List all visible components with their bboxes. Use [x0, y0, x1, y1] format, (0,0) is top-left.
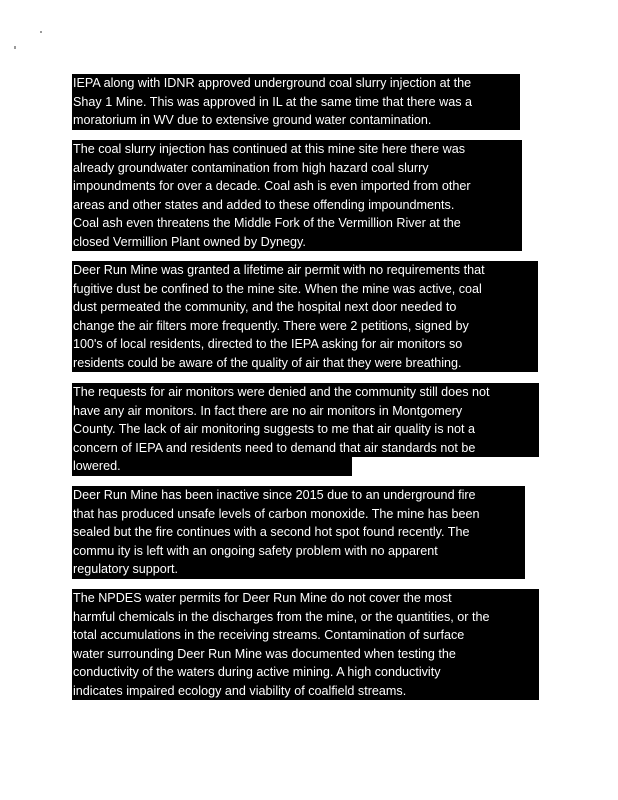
- text-line: The NPDES water permits for Deer Run Mine do not cover the most: [72, 589, 539, 608]
- text-line: lowered.: [72, 457, 352, 476]
- text-line: change the air filters more frequently. There were 2 petitions, signed by: [72, 317, 538, 336]
- text-line: total accumulations in the receiving streams. Contamination of surface: [72, 626, 539, 645]
- paragraph-slurry-injection-continued: [72, 140, 522, 251]
- paragraph-underground-fire: [72, 486, 525, 579]
- text-line: have any air monitors. In fact there are no air monitors in Montgomery: [72, 402, 539, 421]
- text-line: impoundments for over a decade. Coal ash is even imported from other: [72, 177, 522, 196]
- paragraph-air-monitors-denied: [72, 383, 539, 476]
- text-line: fugitive dust be confined to the mine site. When the mine was active, coal: [72, 280, 538, 299]
- text-line: already groundwater contamination from high hazard coal slurry: [72, 159, 522, 178]
- text-line: harmful chemicals in the discharges from the mine, or the quantities, or the: [72, 608, 539, 627]
- text-line: Coal ash even threatens the Middle Fork of the Vermillion River at the: [72, 214, 522, 233]
- text-line: County. The lack of air monitoring suggests to me that air quality is not a: [72, 420, 539, 439]
- text-line: areas and other states and added to these offending impoundments.: [72, 196, 522, 215]
- text-line: water surrounding Deer Run Mine was documented when testing the: [72, 645, 539, 664]
- text-line: concern of IEPA and residents need to demand that air standards not be: [72, 439, 539, 458]
- paragraph-slurry-injection-approval: [72, 74, 520, 130]
- text-line: that has produced unsafe levels of carbon monoxide. The mine has been: [72, 505, 525, 524]
- text-line: closed Vermillion Plant owned by Dynegy.: [72, 233, 522, 252]
- scan-speck: [14, 46, 16, 49]
- scan-speck: [40, 31, 42, 33]
- text-line: Deer Run Mine was granted a lifetime air permit with no requirements that: [72, 261, 538, 280]
- text-line: commu ity is left with an ongoing safety problem with no apparent: [72, 542, 525, 561]
- text-line: sealed but the fire continues with a second hot spot found recently. The: [72, 523, 525, 542]
- text-line: moratorium in WV due to extensive ground water contamination.: [72, 111, 520, 130]
- text-line: The coal slurry injection has continued at this mine site here there was: [72, 140, 522, 159]
- text-line: 100's of local residents, directed to the IEPA asking for air monitors so: [72, 335, 538, 354]
- text-line: dust permeated the community, and the hospital next door needed to: [72, 298, 538, 317]
- text-line: conductivity of the waters during active mining. A high conductivity: [72, 663, 539, 682]
- text-line: IEPA along with IDNR approved underground coal slurry injection at the: [72, 74, 520, 93]
- text-line: Deer Run Mine has been inactive since 2015 due to an underground fire: [72, 486, 525, 505]
- paragraph-air-permit: [72, 261, 538, 372]
- text-line: residents could be aware of the quality of air that they were breathing.: [72, 354, 538, 373]
- paragraph-npdes-permits: [72, 589, 539, 700]
- text-line: regulatory support.: [72, 560, 525, 579]
- text-line: The requests for air monitors were denied and the community still does not: [72, 383, 539, 402]
- text-line: indicates impaired ecology and viability of coalfield streams.: [72, 682, 539, 701]
- text-line: Shay 1 Mine. This was approved in IL at the same time that there was a: [72, 93, 520, 112]
